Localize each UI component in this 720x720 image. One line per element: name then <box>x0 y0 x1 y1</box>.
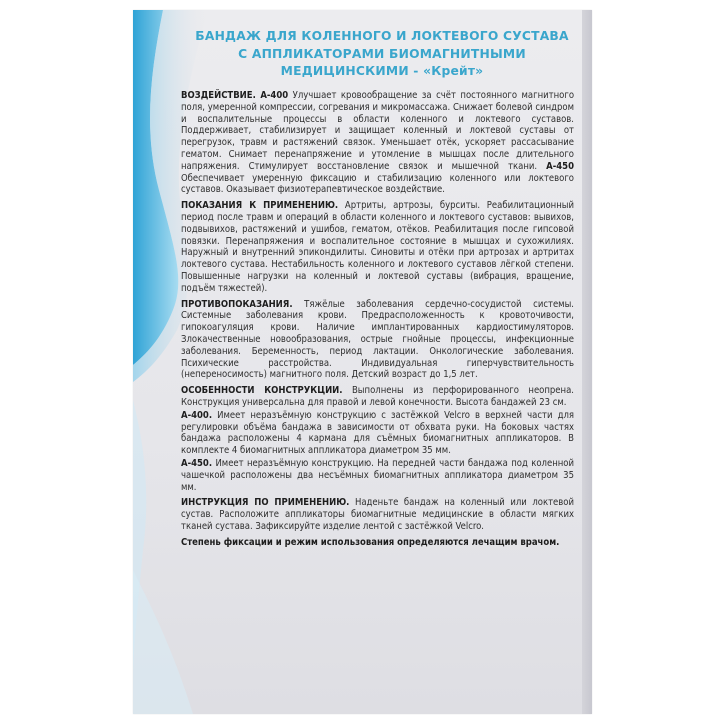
design-model-a450: А-450. <box>181 457 213 469</box>
design-text-a450: Имеет неразъёмную конструкцию. На передней части бандажа под коленной чашечкой расположены два несъёмных биомагнитных аппликатора диаметром 35 мм. <box>181 457 575 493</box>
design-text: Выполнены из перфорированного неопрена. Конструкция универсальна для правой и левой конечности. Высота бандажей 23 см. <box>181 385 574 408</box>
effect-model-a450: А-450 <box>546 160 574 172</box>
section-instructions <box>181 497 574 532</box>
indications-text: Артриты, артрозы, бурситы. Реабилитационный период после травм и операций в области коленного и локтевого суставов: вывихов, подвывихов, растяжений и ушибов, гематом, отёков. Реабилитация после гипсовой повязки. Перенапряжения и воспалительное состояние в мышцах и сухожилиях. Наружный и внутренний эпикондилиты. Синовиты и отёки при артрозах и артритах локтевого сустава. Нестабильность коленного и локтевого суставов лёгкой степени. Повышенные нагрузки на коленный и локтевой суставы (вибрация, вращение, подъём тяжестей). <box>181 200 574 294</box>
effect-text-a450: Обеспечивает умеренную фиксацию и стабилизацию коленного или локтевого суставов. Оказывает физиотерапевтическое воздействие. <box>181 172 574 196</box>
instructions-text: Наденьте бандаж на коленный или локтевой сустав. Расположите аппликаторы биомагнитные медицинские в области мягких тканей сустава. Зафиксируйте изделие лентой с застёжкой Velcro. <box>181 497 574 532</box>
panel-edge <box>582 10 592 714</box>
section-effect <box>181 90 574 196</box>
title-line-1: БАНДАЖ ДЛЯ КОЛЕННОГО И ЛОКТЕВОГО СУСТАВА <box>195 29 569 43</box>
effect-model-a400: А-400 <box>260 90 289 101</box>
section-contraindications <box>181 299 574 382</box>
contraindications-text: Тяжёлые заболевания сердечно-сосудистой системы. Системные заболевания крови. Предрасположенность к кровоточивости, гипокоагуляция крови. Наличие имплантированных кардиостимуляторов. Злокачественные новообразования, острые гнойные процессы, инфекционные заболевания. Беременность, период лактации. Онкологические заболевания. Психические расстройства. Индивидуальная гиперчувствительность (непереносимость) магнитного поля. Детский возраст до 1,5 лет. <box>181 298 574 381</box>
effect-text-a400: Улучшает кровообращение за счёт постоянного магнитного поля, умеренной компрессии, согревания и микромассажа. Снижает болевой синдром и воспалительные процессы в области коленного и локтевого суставов. Поддерживает, стабилизирует и защищает коленный и локтевой суставы от перегрузок, травм и растяжений связок. Уменьшает отёк, ускоряет рассасывание гематом. Снимает перенапряжение и утомление в мышцах после длительного напряжения. Стимулирует восстановление связок и мышечной ткани. <box>181 90 575 172</box>
design-model-a400: А-400. <box>181 409 213 421</box>
effect-heading: ВОЗДЕЙСТВИЕ. <box>181 90 256 101</box>
design-a450-block <box>181 458 574 493</box>
instructions-heading: ИНСТРУКЦИЯ ПО ПРИМЕНЕНИЮ. <box>181 497 350 509</box>
contraindications-heading: ПРОТИВОПОКАЗАНИЯ. <box>181 298 293 310</box>
section-design <box>181 385 574 493</box>
design-heading: ОСОБЕННОСТИ КОНСТРУКЦИИ. <box>181 385 343 397</box>
instructions-body <box>181 90 574 552</box>
title-line-2: С АППЛИКАТОРАМИ БИОМАГНИТНЫМИ <box>238 46 526 61</box>
footer-note: Степень фиксации и режим использования определяются лечащим врачом. <box>181 536 560 548</box>
design-a400-block <box>181 410 574 457</box>
indications-heading: ПОКАЗАНИЯ К ПРИМЕНЕНИЮ. <box>181 200 339 212</box>
title-line-3: МЕДИЦИНСКИМИ - «Крейт» <box>280 64 484 78</box>
product-title <box>177 28 587 81</box>
packaging-panel <box>133 10 592 714</box>
section-indications <box>181 200 574 294</box>
design-text-a400: Имеет неразъёмную конструкцию с застёжкой Velcro в верхней части для регулировки объёма бандажа в зависимости от обхвата руки. На боковых частях бандажа расположены 4 кармана для съёмных биомагнитных аппликаторов. В комплекте 4 биомагнитных аппликатора диаметром 35 мм. <box>181 409 574 457</box>
